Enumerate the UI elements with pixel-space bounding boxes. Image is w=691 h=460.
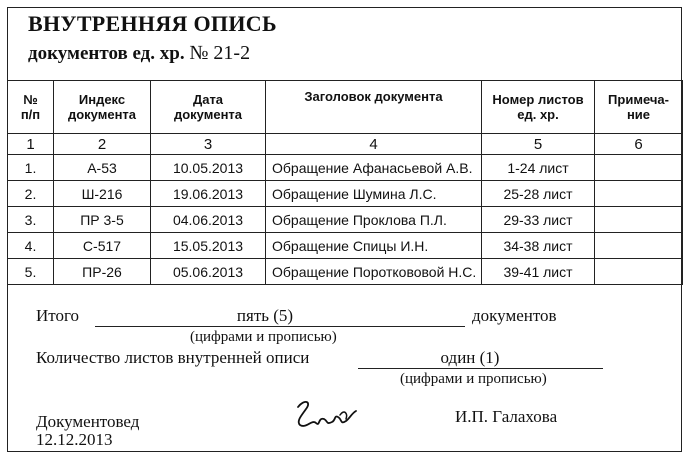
table-row xyxy=(8,233,683,259)
cell-date: 15.05.2013 xyxy=(151,233,266,259)
total-value: пять (5) xyxy=(236,306,294,325)
sheets-label: Количество листов внутренней описи xyxy=(36,348,310,367)
cell-note xyxy=(595,155,683,181)
cell-note xyxy=(595,259,683,285)
header-cell-title: Заголовок документа xyxy=(266,81,482,134)
cell-note xyxy=(595,233,683,259)
cell-index: ПР 3-5 xyxy=(54,207,151,233)
cell-note xyxy=(595,207,683,233)
cell-number: 4. xyxy=(8,233,54,259)
cell-date: 19.06.2013 xyxy=(151,181,266,207)
header-cell-note: Примеча- ние xyxy=(595,81,683,134)
header-cell-sheets: Номер листов ед. хр. xyxy=(482,81,595,134)
sheets-value: один (1) xyxy=(440,348,500,367)
table-row xyxy=(8,259,683,285)
column-number: 3 xyxy=(151,134,266,155)
cell-title: Обращение Шумина Л.С. xyxy=(266,181,482,207)
signer-name: И.П. Галахова xyxy=(455,407,558,426)
column-number: 6 xyxy=(595,134,683,155)
cell-sheets: 29-33 лист xyxy=(482,207,595,233)
total-hint: (цифрами и прописью) xyxy=(190,329,337,345)
cell-note xyxy=(595,181,683,207)
header-cell-number: № п/п xyxy=(8,81,54,134)
table-header-row xyxy=(8,81,683,134)
cell-number: 5. xyxy=(8,259,54,285)
cell-title: Обращение Афанасьевой А.В. xyxy=(266,155,482,181)
cell-title: Обращение Проклова П.Л. xyxy=(266,207,482,233)
document-title: ВНУТРЕННЯЯ ОПИСЬ xyxy=(28,11,277,36)
document-subtitle xyxy=(28,42,250,65)
signature-image xyxy=(290,395,370,440)
cell-date: 10.05.2013 xyxy=(151,155,266,181)
cell-index: А-53 xyxy=(54,155,151,181)
cell-number: 2. xyxy=(8,181,54,207)
cell-date: 05.06.2013 xyxy=(151,259,266,285)
total-unit: документов xyxy=(472,306,557,325)
cell-sheets: 34-38 лист xyxy=(482,233,595,259)
cell-number: 3. xyxy=(8,207,54,233)
cell-sheets: 25-28 лист xyxy=(482,181,595,207)
subtitle-text: документов ед. хр. xyxy=(28,43,185,64)
total-underline xyxy=(95,326,465,327)
cell-number: 1. xyxy=(8,155,54,181)
table-row xyxy=(8,155,683,181)
cell-sheets: 1-24 лист xyxy=(482,155,595,181)
table-row xyxy=(8,207,683,233)
sheets-underline xyxy=(358,368,603,369)
column-number-row xyxy=(8,134,683,155)
inventory-table xyxy=(7,80,683,285)
column-number: 1 xyxy=(8,134,54,155)
signer-role: Документовед xyxy=(36,412,140,431)
cell-index: ПР-26 xyxy=(54,259,151,285)
cell-title: Обращение Пороткововой Н.С. xyxy=(266,259,482,285)
cell-index: С-517 xyxy=(54,233,151,259)
cell-date: 04.06.2013 xyxy=(151,207,266,233)
cell-sheets: 39-41 лист xyxy=(482,259,595,285)
table-row xyxy=(8,181,683,207)
column-number: 2 xyxy=(54,134,151,155)
header-cell-date: Дата документа xyxy=(151,81,266,134)
cell-index: Ш-216 xyxy=(54,181,151,207)
sheets-hint: (цифрами и прописью) xyxy=(400,371,547,387)
column-number: 5 xyxy=(482,134,595,155)
column-number: 4 xyxy=(266,134,482,155)
cell-title: Обращение Спицы И.Н. xyxy=(266,233,482,259)
header-cell-index: Индекс документа xyxy=(54,81,151,134)
total-label: Итого xyxy=(36,306,80,325)
subtitle-number: № 21-2 xyxy=(189,42,251,64)
document-date: 12.12.2013 xyxy=(36,430,113,449)
